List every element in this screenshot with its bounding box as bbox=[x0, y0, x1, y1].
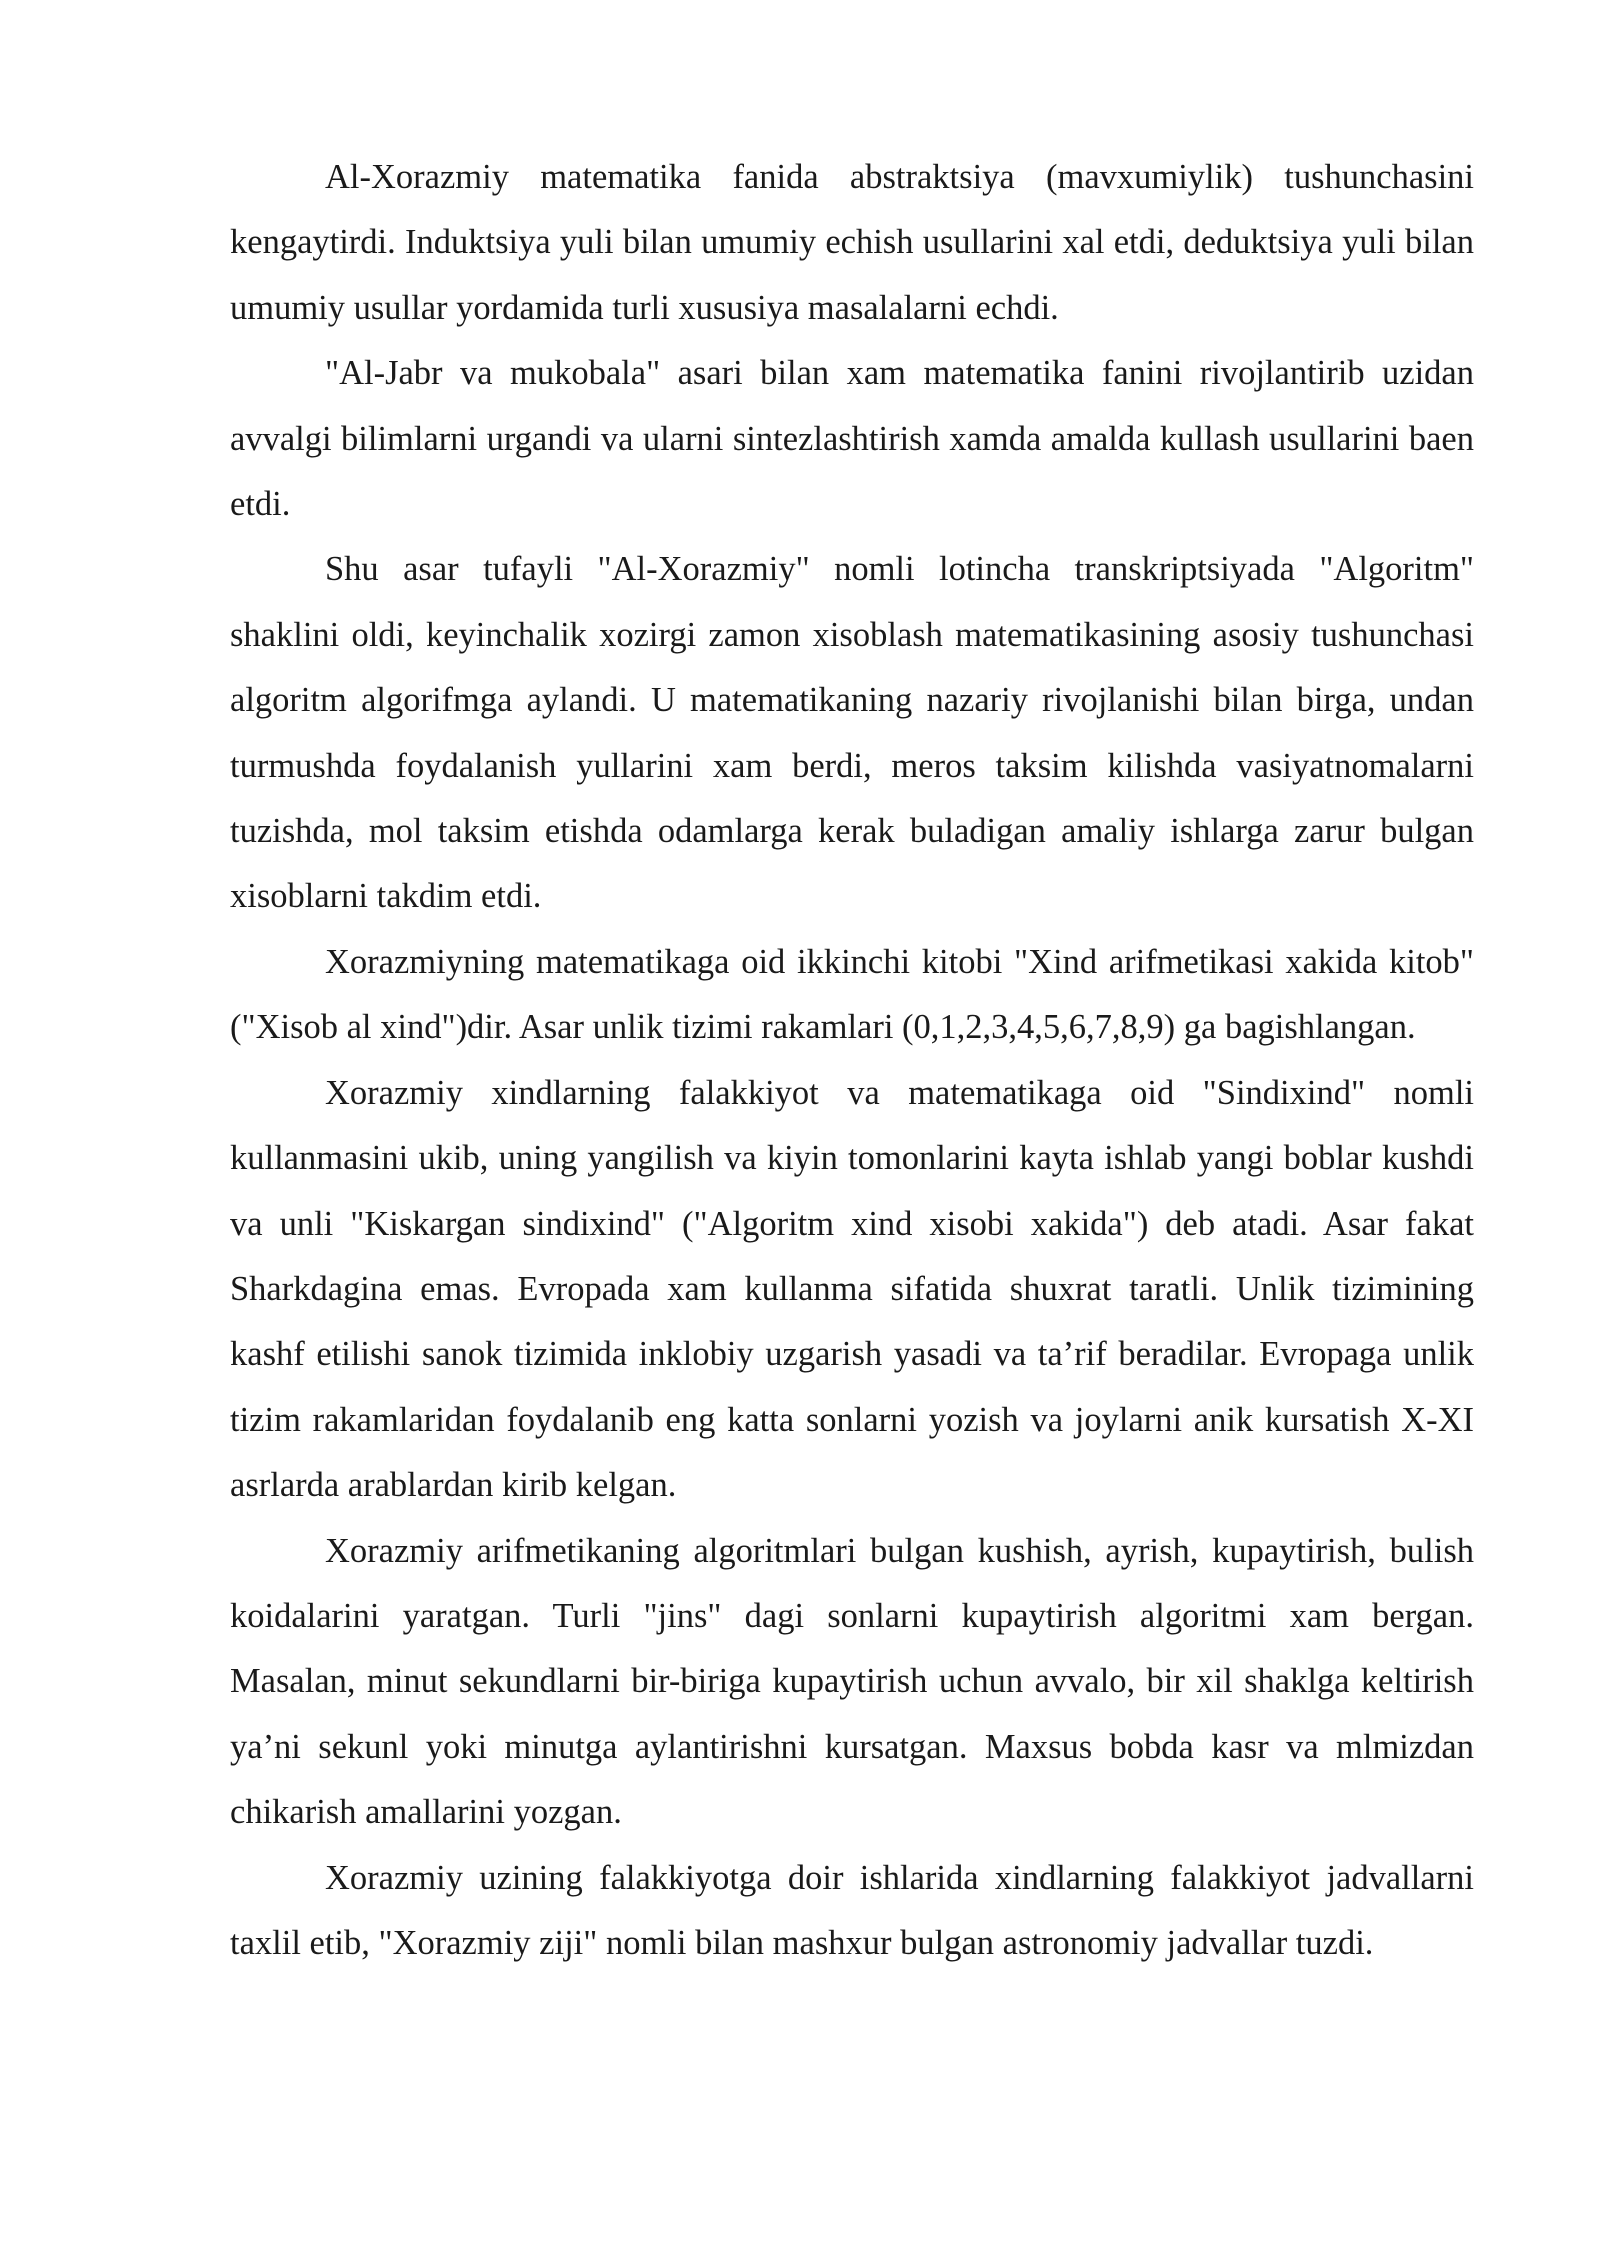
paragraph-4: Xorazmiyning matematikaga oid ikkinchi kitobi "Xind arifmetikasi xakida kitob" ("Xisob al xind")dir. Asar unlik tizimi rakamlari (0,1,2,3,4,5,6,7,8,9) ga bagishlangan. bbox=[230, 942, 1474, 1047]
paragraph-1: Al-Xorazmiy matematika fanida abstraktsiya (mavxumiylik) tushunchasini kengaytirdi. Induktsiya yuli bilan umumiy echish usullarini xal etdi, deduktsiya yuli bilan umumiy usullar yordamida turli xususiya masalalarni echdi. bbox=[230, 158, 1474, 327]
document-page bbox=[230, 145, 1474, 1976]
paragraph-2: "Al-Jabr va mukobala" asari bilan xam matematika fanini rivojlantirib uzidan avvalgi bilimlarni urgandi va ularni sintezlashtirish xamda amalda kullash usullarini baen etdi. bbox=[230, 354, 1474, 524]
paragraph-7: Xorazmiy uzining falakkiyotga doir ishlarida xindlarning falakkiyot jadvallarni taxlil etib, "Xorazmiy ziji" nomli bilan mashxur bulgan astronomiy jadvallar tuzdi. bbox=[230, 1858, 1474, 1962]
paragraph-6: Xorazmiy arifmetikaning algoritmlari bulgan kushish, ayrish, kupaytirish, bulish koidalarini yaratgan. Turli "jins" dagi sonlarni kupaytirish algoritmi xam bergan. Masalan, minut sekundlarni bir-biriga kupaytirish uchun avvalo, bir xil shaklga keltirish ya’ni sekunl yoki minutga aylantirishni kursatgan. Maxsus bobda kasr va mlmizdan chikarish amallarini yozgan. bbox=[230, 1531, 1474, 1832]
paragraph-3: Shu asar tufayli "Al-Xorazmiy" nomli lotincha transkriptsiyada "Algoritm" shaklini oldi, keyinchalik xozirgi zamon xisoblash matematikasining asosiy tushunchasi algoritm algorifmga aylandi. U matematikaning nazariy rivojlanishi bilan birga, undan turmushda foydalanish yullarini xam berdi, meros taksim kilishda vasiyatnomalarni tuzishda, mol taksim etishda odamlarga kerak buladigan amaliy ishlarga zarur bulgan xisoblarni takdim etdi. bbox=[230, 550, 1474, 916]
paragraph-5: Xorazmiy xindlarning falakkiyot va matematikaga oid "Sindixind" nomli kullanmasini ukib, uning yangilish va kiyin tomonlarini kayta ishlab yangi boblar kushdi va unli "Kiskargan sindixind" ("Algoritm xind xisobi xakida") deb atadi. Asar fakat Sharkdagina emas. Evropada xam kullanma sifatida shuxrat taratli. Unlik tizimining kashf etilishi sanok tizimida inklobiy uzgarish yasadi va ta’rif beradilar. Evropaga unlik tizim rakamlaridan foydalanib eng katta sonlarni yozish va joylarni anik kursatish X-XI asrlarda arablardan kirib kelgan. bbox=[230, 1073, 1474, 1505]
